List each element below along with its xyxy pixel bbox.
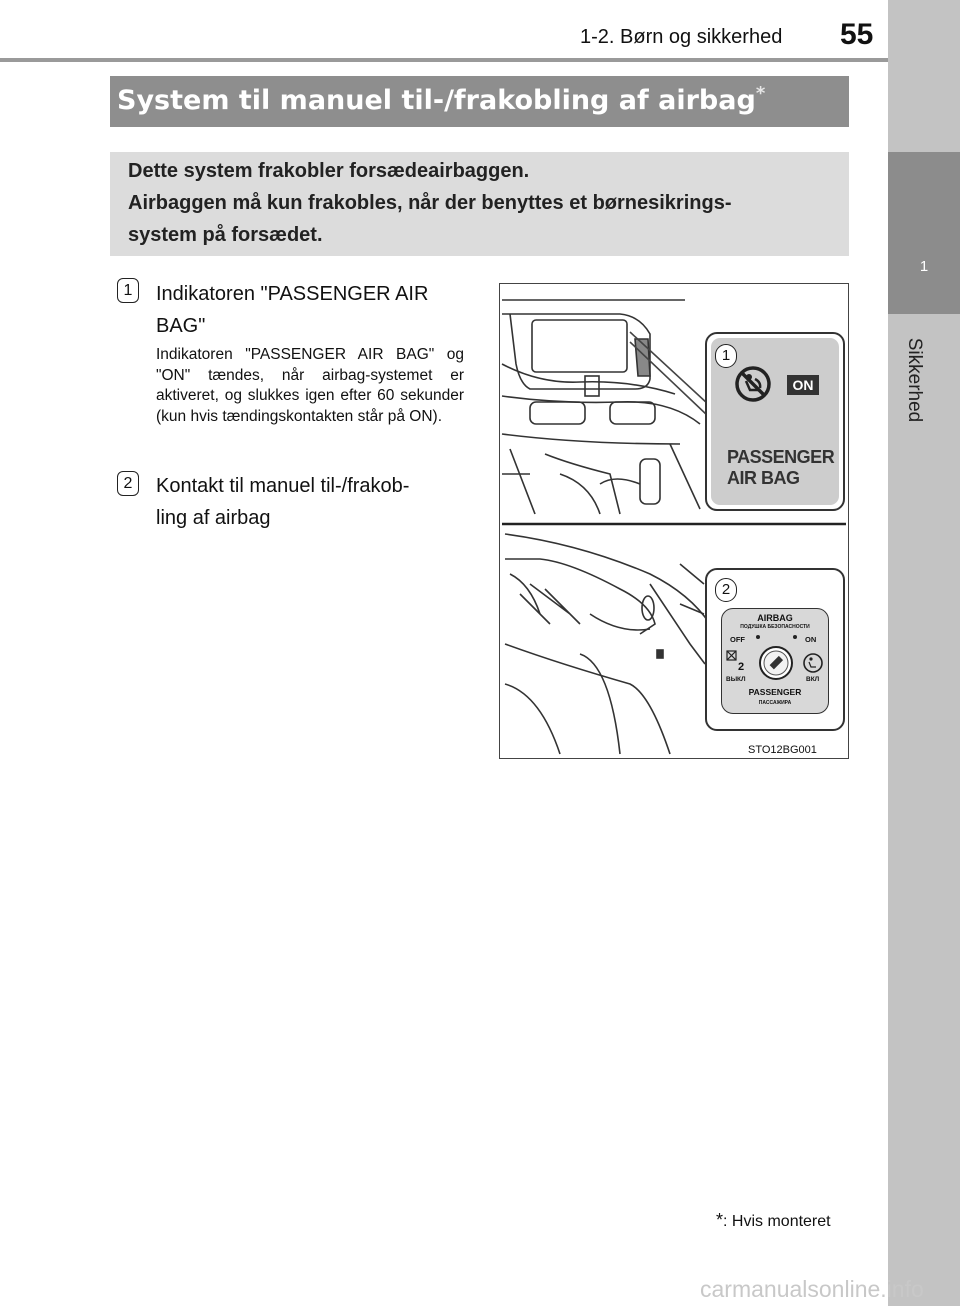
- airbag-off-icon: [733, 364, 773, 404]
- dashboard-lower-line-art: [505, 534, 710, 754]
- item-2-title-line-1: Kontakt til manuel til-/frakob-: [156, 475, 410, 497]
- callout-2-number-badge: 2: [715, 578, 737, 602]
- page-number: 55: [840, 18, 874, 51]
- switch-on-label: ON: [805, 635, 817, 644]
- switch-top-label: AIRBAG: [757, 613, 793, 623]
- item-1-body: Indikatoren "PASSENGER AIR BAG" og "ON" tændes, når airbag-systemet er aktiveret, og slukkes igen efter 60 sekunder (kun hvis tændingskontakten står på ON).: [156, 346, 464, 425]
- switch-bottom-label: PASSENGER: [748, 687, 802, 697]
- running-header-section: 1-2. Børn og sikkerhed: [580, 26, 783, 48]
- intro-line-3: system på forsædet.: [128, 224, 323, 246]
- title-asterisk: *: [755, 83, 766, 104]
- page-title: [117, 83, 765, 116]
- item-1-title-line-2: BAG": [156, 315, 206, 337]
- figure-code: STO12BG001: [748, 744, 817, 756]
- item-number-badge-1: 1: [117, 278, 139, 303]
- switch-off-label-ru: ВЫКЛ: [726, 676, 746, 683]
- item-1-title: [156, 278, 464, 342]
- airbag-on-label: ON: [787, 375, 819, 395]
- callout-1-number-badge: 1: [715, 344, 737, 368]
- footnote-text: : Hvis monteret: [723, 1213, 831, 1230]
- chapter-label: Sikkerhed: [904, 337, 925, 423]
- header-rule: [0, 58, 888, 62]
- switch-top-label-ru: ПОДУШКА БЕЗОПАСНОСТИ: [740, 624, 810, 630]
- intro-line-1: Dette system frakobler forsædeairbaggen.: [128, 160, 530, 182]
- item-2-title-line-2: ling af airbag: [156, 507, 271, 529]
- footnote: [716, 1210, 831, 1231]
- switch-bottom-label-ru: ПАССАЖИРА: [758, 700, 792, 706]
- item-2-title: [156, 470, 464, 534]
- switch-on-label-ru: ВКЛ: [806, 676, 820, 683]
- switch-panel: [721, 608, 829, 714]
- dashboard-illustration: [499, 283, 849, 759]
- page-title-text: System til manuel til-/frakobling af airbag: [117, 85, 756, 116]
- watermark: carmanualsonline.info: [700, 1276, 924, 1302]
- callout-1-text-line-1: PASSENGER: [727, 447, 835, 467]
- callout-manual-airbag-switch: [705, 568, 845, 731]
- switch-key-number: 2: [738, 661, 745, 673]
- switch-off-label: OFF: [730, 635, 745, 644]
- chapter-number: 1: [919, 258, 929, 275]
- item-number-badge-2: 2: [117, 471, 139, 496]
- dashboard-line-art: [502, 300, 708, 514]
- chapter-label-box: [894, 325, 934, 435]
- callout-1-text-line-2: AIR BAG: [727, 468, 800, 488]
- item-1-title-line-1: Indikatoren "PASSENGER AIR: [156, 283, 429, 305]
- footnote-asterisk: *: [716, 1210, 724, 1230]
- callout-passenger-airbag-indicator: [705, 332, 845, 511]
- intro-line-2: Airbaggen må kun frakobles, når der benyttes et børnesikrings-: [128, 192, 732, 214]
- chapter-side-tab-active: [888, 152, 960, 314]
